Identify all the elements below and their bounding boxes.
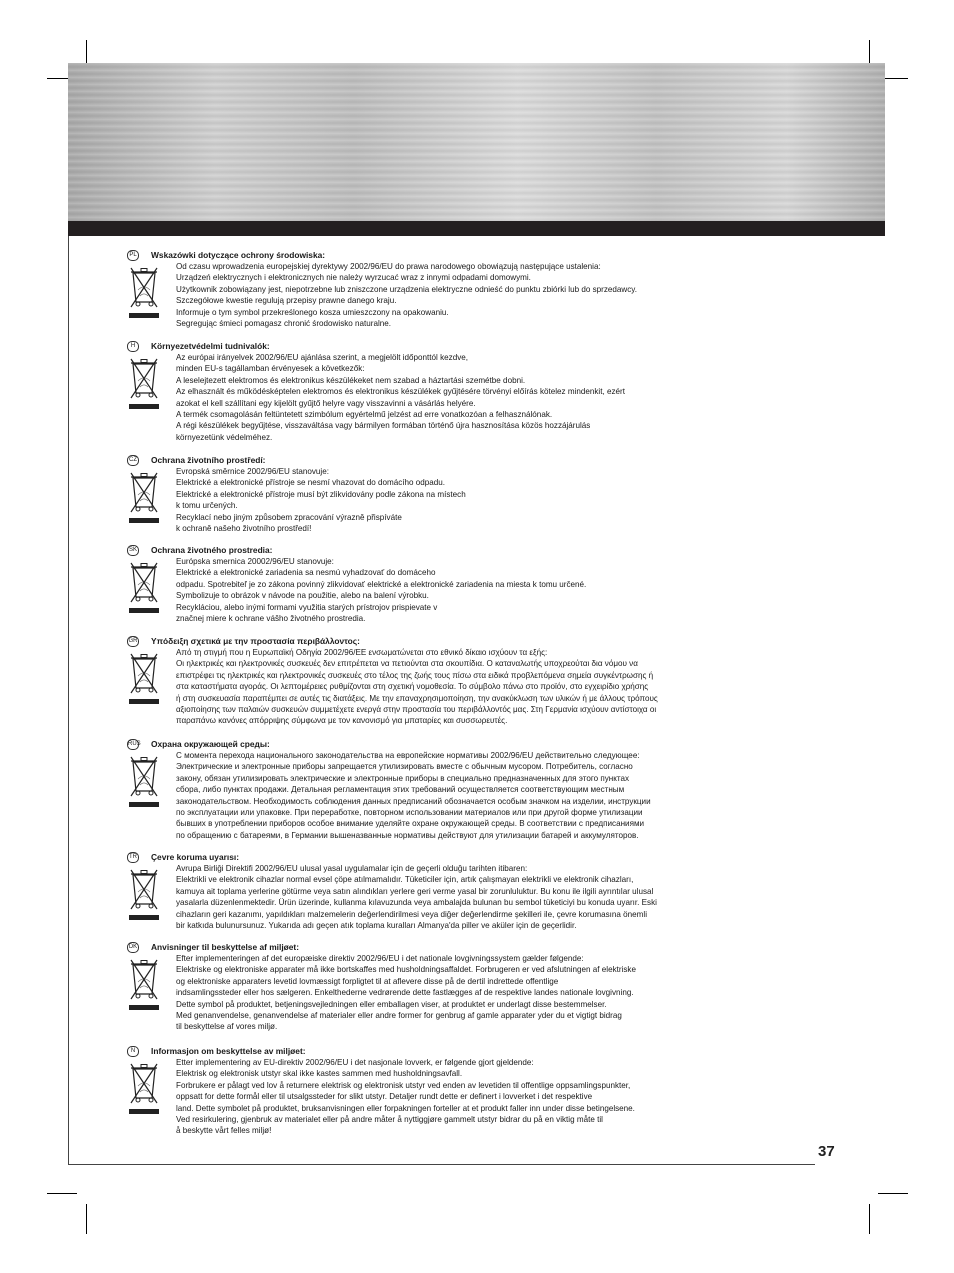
body-line: закону, обязан утилизировать электрические и электронные приборы в специально предназначенных для этого пунктах: [176, 773, 630, 783]
language-code-badge: CZ: [127, 455, 139, 466]
header-dark-bar: [68, 221, 885, 236]
body-line: Από τη στιγμή που η Ευρωπαϊκή Οδηγία 2002/96/ΕΕ ενσωματώνεται στο εθνικό δίκαιο ισχύουν τα εξής:: [176, 648, 548, 657]
section-title: Anvisninger til beskyttelse af miljøet:: [151, 942, 299, 952]
body-line: yasalarla düzenlenmektedir. Ürün üzerinde, kullanma kılavuzunda veya ambalajda bulunan bu sembol tüketiciyi bu konuda uyarır. Eski: [176, 898, 657, 908]
language-code-badge: N: [127, 1046, 139, 1057]
body-line: Ved resirkulering, gjenbruk av materialet eller på andre måter å nyttiggjøre gammelt utstyr bidrar du på en viktig måte til: [176, 1115, 603, 1125]
body-line: Elektrické a elektronické přístroje se nesmí vhazovat do domácího odpadu.: [176, 478, 446, 488]
section-title: Wskazówki dotyczące ochrony środowiska:: [151, 250, 326, 260]
crossed-out-bin-icon: [128, 353, 160, 411]
body-line: å beskytte vårt felles miljø!: [176, 1126, 272, 1136]
language-code-badge: SK: [127, 545, 139, 556]
body-line: Οι ηλεκτρικές και ηλεκτρονικές συσκευές δεν επιτρέπεται να πετιούνται στα σκουπίδια. Ο καταναλωτής υποχρεούται δια νόμου να: [176, 659, 638, 669]
body-line: k tomu určených.: [176, 501, 238, 511]
body-line: A régi készülékek begyűjtése, visszaváltása vagy bármilyen formában történő újra hasznosítása közös hozzájárulás: [176, 421, 591, 431]
section-title: Υπόδειξη σχετικά με την προστασία περιβάλλοντος:: [151, 636, 360, 646]
section-body: [176, 647, 736, 727]
body-line: Evropská směrnice 2002/96/EU stanovuje:: [176, 467, 329, 476]
body-line: Elektrisk og elektronisk utstyr skal ikke kastes sammen med husholdningsavfall.: [176, 1069, 463, 1079]
body-line: Efter implementeringen af det europæiske direktiv 2002/96/EU i det nationale lovgivningssystem gælder følgende:: [176, 954, 584, 963]
language-code-badge: PL: [127, 250, 139, 261]
body-line: odpadu. Spotrebiteľ je zo zákona povinný zlikvidovať elektrické a elektronické zariadenia na miesta k tomu určené.: [176, 579, 587, 589]
body-line: Az elhasznált és működésképtelen elektromos és elektronikus készülékek gyűjtésére törvényi előírás kötelez mindenkit, ezért: [176, 387, 625, 397]
crossed-out-bin-icon: [128, 954, 160, 1012]
crossed-out-bin-icon: [128, 467, 160, 525]
crop-mark: [86, 1204, 87, 1234]
page-number: 37: [818, 1143, 835, 1160]
body-line: παραπάνω κανόνες απόρριψης σύμφωνα με τον κανονισμό για μπαταρίες και συσσωρευτές.: [176, 716, 508, 726]
body-line: Elektrikli ve elektronik cihazlar normal evsel çöpe atılmamalıdır. Tüketiciler için, artık çalışmayan elektrikli ve elektronik cihazları,: [176, 875, 634, 885]
body-line: og elektroniske apparaters levetid lovmæssigt forpligtet til at aflevere disse på de dertil indrettede offentlige: [176, 976, 559, 986]
section-title: Ochrana životného prostredia:: [151, 545, 273, 555]
body-line: Forbrukere er pålagt ved lov å returnere elektrisk og elektronisk utstyr ved enden av levetiden til offentlige oppsamlingspunkter,: [176, 1080, 631, 1090]
body-line: Elektrické a elektronické zariadenia sa nesmú vyhadzovať do domáceho: [176, 568, 436, 578]
body-line: бывших в употреблении приборов особое внимание уделяйте охране окружающей среды. В соответствии с предписаниями: [176, 819, 645, 829]
section-title: Környezetvédelmi tudnivalók:: [151, 341, 270, 351]
body-line: azokat el kell szállítani egy kijelölt gyűjtő helyre vagy visszavinni a vásárlás helyére.: [176, 398, 476, 408]
crop-mark: [869, 1204, 870, 1234]
body-line: kamuya ait toplama yerlerine götürme veya satın alındıkları yerlere geri verme yasal bir zorunluluktur. Bu konu ile ilgili ayrıntılar ulusal: [176, 886, 654, 896]
body-line: oppsatt for dette formål eller til utsalgssteder for slikt utstyr. Detaljer rundt dette er definert i lovverket i det respektive: [176, 1092, 593, 1102]
body-line: С момента перехода национального законодательства на европейские нормативы 2002/96/EU действительно следующее:: [176, 751, 640, 760]
crossed-out-bin-icon: [128, 557, 160, 615]
body-line: Urządzeń elektrycznych i elektronicznych nie należy wyrzucać wraz z innymi odpadami domowymi.: [176, 273, 531, 283]
section-title: Informasjon om beskyttelse av miljøet:: [151, 1046, 306, 1056]
crossed-out-bin-icon: [128, 648, 160, 706]
section-body: [176, 556, 736, 624]
crossed-out-bin-icon: [128, 751, 160, 809]
language-code-badge: H: [127, 341, 139, 352]
body-line: A leselejtezett elektromos és elektronikus készülékeket nem szabad a háztartási szemétbe dobni.: [176, 375, 526, 385]
body-line: Az európai irányelvek 2002/96/EU ajánlása szerint, a megjelölt időponttól kezdve,: [176, 353, 468, 362]
body-line: cihazların geri kazanımı, yapıldıkları malzemelerin değerlendirilmesi veya diğer değerlendirme şekilleri ile, çevre korumasına önemli: [176, 909, 647, 919]
crossed-out-bin-icon: [128, 1058, 160, 1116]
section-body: [176, 352, 736, 443]
body-line: Od czasu wprowadzenia europejskiej dyrektywy 2002/96/EU do prawa narodowego obowiązują następujące ustalenia:: [176, 262, 601, 271]
section-body: [176, 1057, 736, 1137]
body-line: land. Dette symbolet på produktet, bruksanvisningen eller forpakningen forteller at et produkt faller inn under disse betingelsene.: [176, 1103, 635, 1113]
section-body: [176, 261, 736, 329]
section-body: [176, 750, 736, 841]
body-line: környezetünk védelméhez.: [176, 432, 273, 442]
body-line: Symbolizuje to obrázok v návode na použitie, alebo na balení výrobku.: [176, 591, 429, 601]
page-frame-left: [68, 236, 69, 1165]
body-line: til beskyttelse af vores miljø.: [176, 1022, 278, 1032]
section-body: [176, 466, 736, 534]
language-code-badge: DK: [127, 942, 139, 953]
body-line: στα καταστήματα αγοράς. Οι λεπτομέρειες ρυθμίζονται στη σχετική νομοθεσία. Το σύμβολο πάνω στο προϊόν, στο εγχειρίδιο χρήσης: [176, 682, 649, 692]
crossed-out-bin-icon: [128, 864, 160, 922]
body-line: minden EU-s tagállamban érvényesek a következők:: [176, 364, 365, 374]
page-frame-bottom: [68, 1164, 815, 1165]
section-title: Ochrana životního prostředí:: [151, 455, 266, 465]
body-line: ή στη συσκευασία παραπέμπει σε αυτές τις διατάξεις. Με την επαναχρησιμοποίηση, την ανακύκλωση των υλικών ή με άλλους τρόπους: [176, 693, 658, 703]
body-line: Recykláciou, alebo inými formami využitia starých prístrojov prispievate v: [176, 602, 438, 612]
brushed-metal-header: [68, 63, 885, 221]
crossed-out-bin-icon: [128, 262, 160, 320]
body-line: indsamlingssteder eller hos sælgeren. Enkelthederne vedrørende dette fastlægges af de respektive landes nationale lovgivning.: [176, 988, 634, 998]
body-line: επιστρέφει τις ηλεκτρικές και ηλεκτρονικές συσκευές στο τέλος της ζωής τους πίσω στα ειδικά προβλεπόμενα σημεία συγκέντρωσης ή: [176, 670, 654, 680]
body-line: Электрические и электронные приборы запрещается утилизировать вместе с обычным мусором. Потребитель, согласно: [176, 762, 633, 772]
body-line: Európska smernica 20002/96/EU stanovuje:: [176, 557, 334, 566]
body-line: Dette symbol på produktet, betjeningsvejledningen eller emballagen viser, at produktet er underlagt disse bestemmelser.: [176, 999, 607, 1009]
section-title: Охрана окружающей среды:: [151, 739, 270, 749]
language-code-badge: TR: [127, 852, 139, 863]
body-line: по эксплуатации или упаковке. При переработке, повторном использовании материалов или при другой форме утилизации: [176, 808, 643, 818]
body-line: A termék csomagolásán feltüntetett szimbólum egyértelmű jelzést ad erre vonatkozóan a felhasználónak.: [176, 410, 553, 420]
body-line: k ochraně našeho životního prostředí!: [176, 524, 312, 534]
crop-mark: [878, 1193, 908, 1194]
body-line: Elektriske og elektroniske apparater må ikke bortskaffes med husholdningsaffaldet. Forbrugeren er ved afslutningen af elektriske: [176, 965, 636, 975]
body-line: Użytkownik zobowiązany jest, niepotrzebne lub zniszczone urządzenia elektryczne odnieść do punktu zbiórki lub do sprzedawcy.: [176, 284, 637, 294]
body-line: Etter implementering av EU-direktiv 2002/96/EU i det nasjonale lovverk, er følgende gjort gjeldende:: [176, 1058, 534, 1067]
body-line: značnej miere k ochrane vášho životného prostredia.: [176, 614, 366, 624]
body-line: Segregując śmieci pomagasz chronić środowisko naturalne.: [176, 319, 392, 329]
body-line: Elektrické a elektronické přístroje musí být zlikvidovány podle zákona na místech: [176, 489, 466, 499]
section-body: [176, 863, 736, 931]
body-line: Med genanvendelse, genanvendelse af materialer eller andre former for genbrug af gamle apparater yder du et vigtigt bidrag: [176, 1011, 622, 1021]
language-code-badge: RUS: [127, 739, 139, 750]
section-title: Çevre koruma uyarısı:: [151, 852, 239, 862]
body-line: сбора, либо пунктах продажи. Детальная регламентация этих требований осуществляется соответствующим местным: [176, 785, 625, 795]
body-line: Szczegółowe kwestie regulują przepisy prawne danego kraju.: [176, 296, 397, 306]
body-line: Recyklací nebo jiným způsobem zpracování výrazně přispíváte: [176, 512, 402, 522]
body-line: bir katkıda bulunursunuz. Yukarıda adı geçen atık toplama kuralları Almanya'da piller ve aküler için de geçerlidir.: [176, 921, 577, 931]
body-line: Informuje o tym symbol przekreślonego kosza umieszczony na opakowaniu.: [176, 307, 449, 317]
section-body: [176, 953, 736, 1033]
body-line: по обращению с батареями, в Германии вышеназванные нормативы действуют для утилизации батарей и аккумуляторов.: [176, 830, 639, 840]
body-line: Avrupa Birliği Direktifi 2002/96/EU ulusal yasal uygulamalar için de geçerli olduğu tarihten itibaren:: [176, 864, 528, 873]
language-code-badge: GR: [127, 636, 139, 647]
crop-mark: [47, 1193, 77, 1194]
body-line: αξιοποίησης των παλαιών συσκευών συμμετέχετε ενεργά στην προστασία του περιβάλλοντός μας. Στη Γερμανία ισχύουν αντίστοιχα οι: [176, 705, 657, 715]
body-line: законодательством. Необходимость соблюдения данных предписаний обозначается особым значком на изделии, инструкции: [176, 796, 651, 806]
